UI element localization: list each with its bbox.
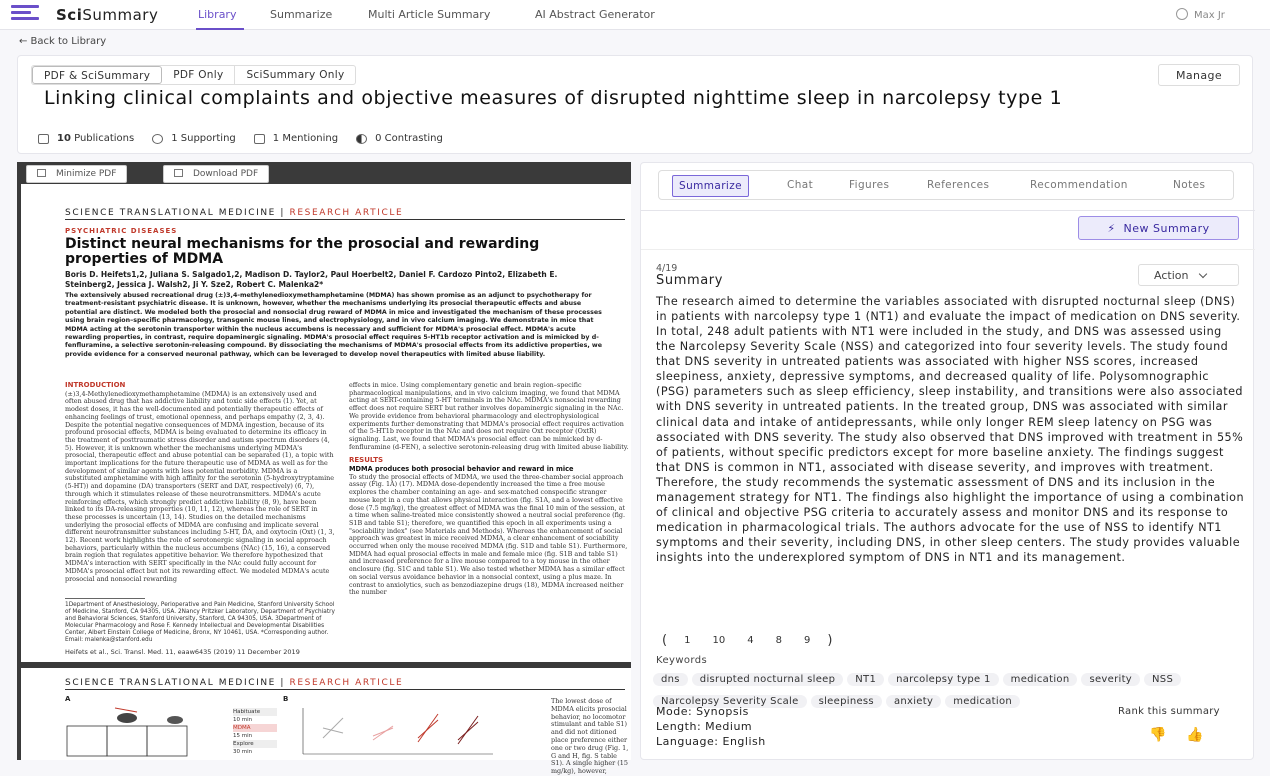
pdf-viewer[interactable]: [17, 162, 631, 776]
keyword-chip[interactable]: medication: [1003, 673, 1078, 686]
keyword-chip[interactable]: narcolepsy type 1: [888, 673, 999, 686]
document-icon: [38, 134, 49, 144]
chevron-down-icon: [1199, 270, 1207, 278]
nav-multi-article-summary[interactable]: Multi Article Summary: [368, 8, 491, 21]
summary-length: Length: Medium: [656, 720, 753, 733]
nav-ai-abstract-generator[interactable]: AI Abstract Generator: [535, 8, 655, 21]
keyword-chip[interactable]: sleepiness: [811, 695, 882, 708]
results-heading: RESULTS: [349, 456, 384, 465]
reference-link[interactable]: 4: [747, 635, 754, 646]
stat-count: 1: [272, 133, 280, 144]
tab-notes[interactable]: Notes: [1173, 179, 1206, 191]
keyword-chip[interactable]: anxiety: [886, 695, 941, 708]
top-nav: [0, 0, 1270, 30]
journal-header: SCIENCE TRANSLATIONAL MEDICINE | RESEARCH ARTICLE: [65, 678, 404, 688]
pdf-page-2: [21, 668, 631, 776]
summary-heading: Summary: [656, 273, 724, 288]
intro-column: [65, 382, 335, 592]
manage-button[interactable]: Manage: [1158, 64, 1240, 86]
reference-link[interactable]: 10: [712, 635, 726, 646]
paper-title: Linking clinical complaints and objective measures of disrupted nighttime sleep in narcolepsy type 1: [44, 87, 1063, 109]
stat-contrasting[interactable]: [356, 133, 443, 144]
ref-open-paren: (: [662, 633, 668, 648]
tab-chat[interactable]: Chat: [787, 179, 814, 191]
view-pdf-only[interactable]: PDF Only: [162, 66, 235, 84]
figure-schematic: [65, 704, 225, 760]
stat-supporting[interactable]: [152, 133, 236, 144]
summary-language: Language: English: [656, 735, 766, 748]
stat-count: 1: [171, 133, 178, 144]
half-circle-icon: [356, 134, 367, 144]
tab-references[interactable]: References: [927, 179, 990, 191]
user-icon: [1176, 8, 1188, 20]
timeline-label: 15 min: [233, 733, 253, 739]
nav-library[interactable]: Library: [198, 8, 237, 21]
reference-link[interactable]: 8: [775, 635, 782, 646]
figure-panel-b-label: B: [283, 695, 289, 703]
journal-header: SCIENCE TRANSLATIONAL MEDICINE | RESEARCH ARTICLE: [65, 208, 404, 218]
brand-name[interactable]: SciSummary: [56, 6, 159, 24]
thumbs-down-icon[interactable]: 👎: [1149, 727, 1167, 743]
summary-panel: [640, 162, 1254, 760]
logo-icon[interactable]: [11, 5, 39, 24]
summary-page-count: 4/19: [656, 263, 678, 274]
citation-stats: [38, 133, 461, 144]
lightning-icon: ⚡: [1107, 222, 1124, 235]
download-icon: [174, 169, 183, 177]
quote-icon: [254, 134, 265, 144]
tab-figures[interactable]: Figures: [849, 179, 890, 191]
view-pdf-and-summary[interactable]: PDF & SciSummary: [32, 66, 162, 84]
action-dropdown[interactable]: [1138, 264, 1239, 286]
col2-text: effects in mice. Using complementary genetic and brain region–specific pharmacological manipulations, and in vivo calcium imaging, we found that MDMA acting at SERT-containing 5-HT terminals in the NAc. MDMA's nonsocial rewarding effect does not require SERT but rather involves dopaminergic signaling in the NAc. We provide evidence from behavioral pharmacology and electrophysiological experiments further demonstrating that MDMA's prosocial effect requires activation of the 5-HT1b receptor in the NAc and does not require Oxt receptor (OxtR) signaling. Last, we found that MDMA's prosocial effect can be mimicked by d-fenfluramine (d-FEN), a selective serotonin-releasing drug with limited abuse liability.: [349, 381, 629, 451]
tab-recommendation[interactable]: Recommendation: [1030, 179, 1128, 191]
figure-timeline: [233, 708, 277, 756]
check-circle-icon: [152, 134, 163, 144]
keyword-chip[interactable]: NSS: [1144, 673, 1181, 686]
timeline-label: Habituate: [233, 708, 277, 716]
user-menu[interactable]: [1176, 8, 1225, 21]
header-rule: [65, 219, 625, 220]
summary-text: The research aimed to determine the variables associated with disrupted nocturnal sleep (DNS) in patients with narcolepsy type 1 (NT1) and evaluate the impact of medication on DNS severity. In total, 248 adult patients with NT1 were included in the study, and DNS was assessed using the Narcolepsy Severity Scale (NSS) and categorized into four severity levels. The study found that DNS severity in untreated patients was associated with higher NSS scores, increased sleepiness, anxiety, depressive symptoms, and decreased quality of life. Polysomnographic (PSG) parameters such as sleep efficiency, sleep instability, and transitions were also associated with DNS severity in untreated patients. In the treated group, DNS was associated with similar clinical data and intake of antidepressants, while only longer REM sleep latency on PSG was associated with DNS severity. The study also observed that DNS improved with treatment in 55% of patients, without specific predictors except for more baseline anxiety. The findings suggest that DNS is common in NT1, associated with disease severity, and improves with treatment. Therefore, the study recommends the systematic assessment of DNS and its inclusion in the management strategy for NT1. The findings also highlight the importance of using a combination of clinical and objective PSG criteria to accurately assess and monitor DNS and its response to medication in pharmacological trials. The authors advocate for the use of NSS to identify NT1 symptoms and their severity, including DNS, in other sleep centers. The study provides valuable insights into the underexplored symptom of DNS in NT1 and its management.: [656, 295, 1245, 565]
footnote-rule: [65, 598, 145, 599]
second-column: [349, 382, 629, 642]
summary-mode: Mode: Synopsis: [656, 705, 749, 718]
tab-summarize[interactable]: Summarize: [672, 175, 749, 197]
nav-summarize[interactable]: Summarize: [270, 8, 333, 21]
section-tag: PSYCHIATRIC DISEASES: [65, 227, 178, 235]
new-summary-button[interactable]: [1078, 216, 1239, 240]
keywords-label: Keywords: [656, 655, 708, 666]
action-label: Action: [1154, 269, 1189, 282]
back-to-library-link[interactable]: ← Back to Library: [19, 36, 107, 47]
header-rule: [65, 689, 625, 690]
timeline-label: MDMA: [233, 724, 277, 732]
stat-publications[interactable]: [38, 133, 134, 144]
stat-label: Publications: [74, 133, 135, 144]
stat-count: 0: [375, 133, 382, 144]
paper-header: [17, 55, 1253, 154]
panel-tabs: [658, 170, 1234, 200]
intro-heading: INTRODUCTION: [65, 381, 126, 389]
page2-text: The lowest dose of MDMA elicits prosocial behavior, no locomotor stimulant and table S1) and did not ditioned place preference either one or two drug (Fig. 1, G and H, fig. S table S1). A single higher (15 mg/kg), however,: [551, 697, 629, 776]
reference-link[interactable]: 9: [803, 635, 811, 646]
stat-label: Supporting: [180, 133, 236, 144]
keyword-chip[interactable]: severity: [1081, 673, 1140, 686]
keyword-chip[interactable]: dns: [653, 673, 688, 686]
keyword-chip[interactable]: medication: [945, 695, 1020, 708]
stat-label: Mentioning: [282, 133, 339, 144]
tab-divider: [641, 210, 1255, 211]
reference-list: [656, 633, 838, 648]
results-subheading: MDMA produces both prosocial behavior and reward in mice: [349, 465, 574, 474]
keyword-chip[interactable]: disrupted nocturnal sleep: [692, 673, 843, 686]
pdf-page-1: [21, 184, 631, 662]
thumbs-up-icon[interactable]: 👍: [1186, 727, 1204, 743]
intro-text: (±)3,4-Methylenedioxymethamphetamine (MDMA) is an extensively used and often abused drug that has addictive liability and toxic side effects (1). Yet, at modest doses, it has the well-documented and potentially therapeutic effects of enhancing feelings of trust, emotional openness, and perhaps empathy (2, 3, 4). Despite the potential negative consequences of MDMA ingestion, because of its profound prosocial effects, MDMA is being evaluated to determine its efficacy in the treatment of posttraumatic stress disorder and autism spectrum disorders (4, 5). However, it is unknown whether the mechanisms underlying MDMA's prosocial, therapeutic effect and abuse potential can be separated (1), a topic with important implications for the future therapeutic use of MDMA as well as for the development of similar agents with less potential morbidity. MDMA is a substituted amphetamine with high affinity for the serotonin (5-hydroxytryptamine (5-HT)) and dopamine (DA) transporters (SERT and DAT, respectively) (6, 7), through which it stimulates release of these neurotransmitters. MDMA's acute reinforcing effects, which strongly predict addictive liability (8, 9), have been linked to its DA-releasing properties (10, 11, 12), whereas the role of SERT in these processes is uncertain (13, 14). Studies on the detailed mechanisms underlying the prosocial effects of MDMA are confusing and implicate several different neurotransmitter substances including 5-HT, DA, and oxytocin (Oxt) (1, 3, 12). Recent work highlights the role of serotonergic signaling in social approach behaviors, particularly within the nucleus accumbens (NAc) (15, 16), a conserved brain region that regulates appetitive behavior. We therefore hypothesized that MDMA's interaction with SERT specifically in the NAc could fully account for MDMA's prosocial effect but not its rewarding effect. We modeled MDMA's acute prosocial and nonsocial rewarding: [65, 389, 335, 583]
reference-link[interactable]: 1: [684, 635, 691, 646]
download-pdf-label: Download PDF: [193, 169, 259, 179]
user-name: Max Jr: [1194, 10, 1225, 21]
stat-count: 10: [57, 133, 71, 144]
figure-panel-a-label: A: [65, 695, 71, 703]
page-citation: Heifets et al., Sci. Transl. Med. 11, eaaw6435 (2019) 11 December 2019: [65, 648, 300, 656]
minimize-pdf-label: Minimize PDF: [56, 169, 117, 179]
stat-label: Contrasting: [384, 133, 443, 144]
ref-close-paren: ): [827, 633, 833, 648]
minimize-icon: [37, 169, 46, 177]
section-divider: [641, 249, 1255, 250]
figure-plot: [293, 698, 493, 760]
results-text: To study the prosocial effects of MDMA, we used the three-chamber social approach assay (Fig. 1A) (17). MDMA dose-dependently increased the time a free mouse explores the chamber containing an age- and sex-matched conspecific stranger mouse kept in a cup that allows physical interaction (fig. S1A, and a lowest effective dose (7.5 mg/kg), the greatest effect of MDMA was the final 10 min of the session, at a time when saline-treated mice consistently showed a neutral social preference (fig. S1B and table S1); therefore, we quantified this epoch in all experiments using a "sociability index" (see Materials and Methods). Whereas the enhancement of social approach was greatest in mice received MDMA, a clear enhancement of sociability occurred when only the mouse received MDMA (fig. S1D and table S1). Furthermore, MDMA had equal prosocial effects in male and female mice (fig. S1B and table S1) and increased preference for a live mouse compared to a toy mouse in the other enclosure (fig. S1C and table S1). We also tested whether MDMA has a similar effect on social versus avoidance behavior in a nonsocial context, using a plus maze. In contrast to anxiolytics, such as benzodiazepine drugs (18), MDMA increased neither the number: [349, 472, 628, 597]
timeline-label: 10 min: [233, 717, 253, 723]
new-summary-label: New Summary: [1123, 222, 1210, 235]
rank-label: Rank this summary: [1118, 706, 1220, 717]
keyword-chip[interactable]: Narcolepsy Severity Scale: [653, 695, 807, 708]
minimize-pdf-button[interactable]: [26, 165, 127, 183]
footnotes: 1Department of Anesthesiology, Perioperative and Pain Medicine, Stanford University School of Medicine, Stanford, CA 94305, USA. 2Nancy Pritzker Laboratory, Department of Psychiatry and Behavioral Sciences, Stanford University, Stanford, CA 94305, USA. 3Department of Molecular Pharmacology and Rose F. Kennedy Intellectual and Developmental Disabilities Center, Albert Einstein College of Medicine, Bronx, NY 10461, USA. *Corresponding author. Email: malenka@stanford.edu: [65, 602, 335, 643]
article-title: Distinct neural mechanisms for the prosocial and rewarding properties of MDMA: [65, 236, 540, 267]
timeline-label: 30 min: [233, 749, 253, 755]
article-authors: Boris D. Heifets1,2, Juliana S. Salgado1,2, Madison D. Taylor2, Paul Hoerbelt2, Daniel F. Cardozo Pinto2, Elizabeth E. Steinberg2, Jessica J. Walsh2, Ji Y. Sze2, Robert C. Malenka2*: [65, 270, 558, 289]
keyword-chip[interactable]: NT1: [847, 673, 884, 686]
stat-mentioning[interactable]: [254, 133, 338, 144]
nav-active-indicator: [196, 28, 244, 30]
view-summary-only[interactable]: SciSummary Only: [246, 69, 345, 81]
view-mode-toggle: [31, 65, 356, 85]
download-pdf-button[interactable]: [163, 165, 269, 183]
article-abstract: The extensively abused recreational drug (±)3,4-methylenedioxymethamphetamine (MDMA) has shown promise as an adjunct to psychotherapy for treatment-resistant psychiatric disease. It is unknown, however, whether the mechanisms underlying its prosocial therapeutic effects and abuse potential are distinct. We modeled both the prosocial and nonsocial drug reward of MDMA in mice and investigated the mechanism of these processes using brain region–specific pharmacology, transgenic mouse lines, and electrophysiology, and in vivo calcium imaging. We demonstrate in mice that MDMA acting at the serotonin transporter within the nucleus accumbens is necessary and sufficient for MDMA's prosocial effect. MDMA's acute rewarding properties, in contrast, require dopaminergic signaling. MDMA's prosocial effect requires 5-HT1b receptor activation and is mimicked by d-fenfluramine, a selective serotonin-releasing compound. By dissociating the mechanisms of MDMA's prosocial effects from its addictive properties, we provide evidence for a conserved neuronal pathway, which can be leveraged to develop novel therapeutics with limited abuse liability.: [65, 292, 603, 358]
timeline-label: Explore: [233, 740, 277, 748]
